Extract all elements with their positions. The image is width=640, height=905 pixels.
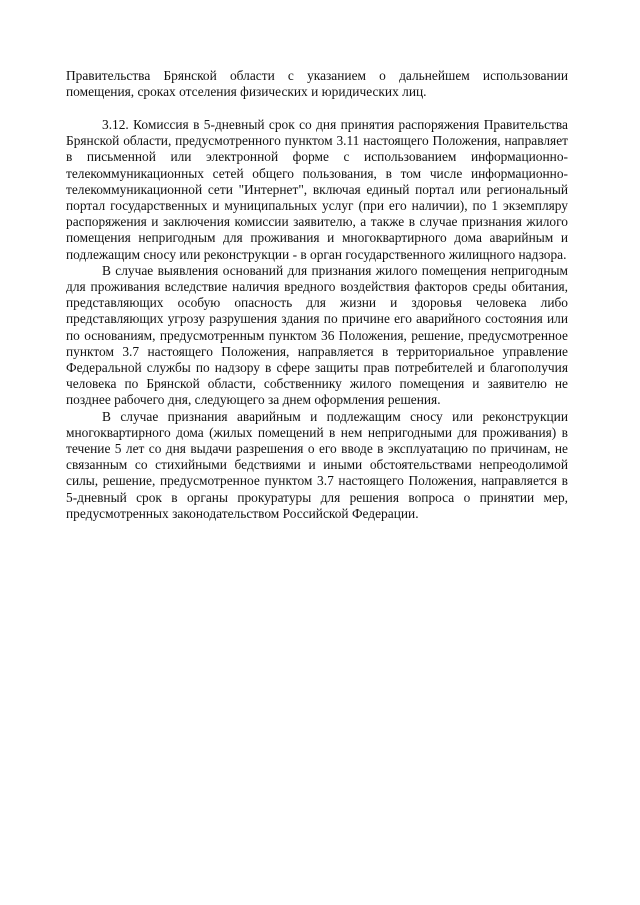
paragraph-prosecutor-notice: В случае признания аварийным и подлежащим сносу или реконструкции многоквартирного дома (жилых помещений в нем непригодными для проживания) в течение 5 лет со дня выдачи разрешения о его вводе в эксплуатацию по причинам, не связанным со стихийными бедствиями и иными обстоятельствами непреодолимой силы, решение, предусмотренное пунктом 3.7 настоящего Положения, направляется в 5-дневный срок в органы прокуратуры для решения вопроса о принятии мер, предусмотренных законодательством Российской Федерации.	[66, 408, 568, 521]
paragraph-3-12: 3.12. Комиссия в 5-дневный срок со дня принятия распоряжения Правительства Брянской области, предусмотренного пунктом 3.11 настоящего Положения, направляет в письменной или электронной форме с использованием информационно-телекоммуникационных сетей общего пользования, в том числе информационно-телекоммуникационной сети "Интернет", включая единый портал или региональный портал государственных и муниципальных услуг (при его наличии), по 1 экземпляру распоряжения и заключения комиссии заявителю, а также в случае признания жилого помещения непригодным для проживания и многоквартирного дома аварийным и подлежащим сносу или реконструкции - в орган государственного жилищного надзора.	[66, 117, 568, 262]
section-3-12-block	[66, 117, 568, 522]
continuation-block	[66, 68, 568, 100]
paragraph-sanitary-notice: В случае выявления оснований для признания жилого помещения непригодным для проживания вследствие наличия вредного воздействия факторов среды обитания, представляющих особую опасность для жизни и здоровья человека либо представляющих угрозу разрушения здания по причине его аварийного состояния или по основаниям, предусмотренным пунктом 36 Положения, решение, предусмотренное пунктом 3.7 настоящего Положения, направляется в территориальное управление Федеральной службы по надзору в сфере защиты прав потребителей и благополучия человека по Брянской области, собственнику жилого помещения и заявителю не позднее рабочего дня, следующего за днем оформления решения.	[66, 262, 568, 408]
continuation-paragraph: Правительства Брянской области с указанием о дальнейшем использовании помещения, сроках отселения физических и юридических лиц.	[66, 68, 568, 100]
